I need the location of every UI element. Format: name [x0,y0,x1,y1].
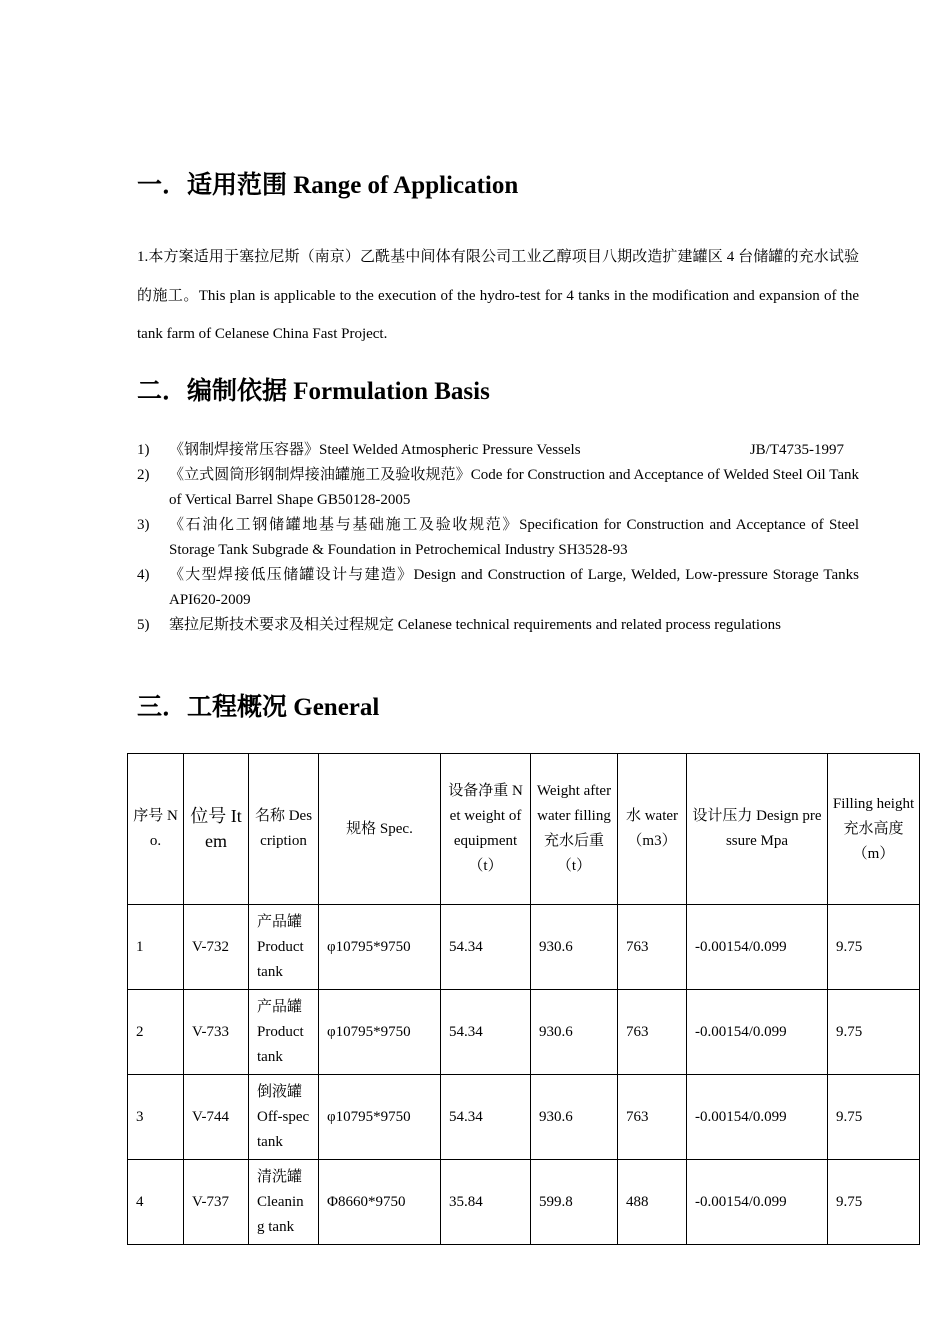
basis-item [137,438,859,463]
cell-item: V-732 [184,905,249,990]
cell-filling-height: 9.75 [828,1160,920,1245]
basis-item [137,613,859,638]
cell-filling-height: 9.75 [828,905,920,990]
section1-heading: 一．适用范围 Range of Application [137,172,519,199]
cell-spec: φ10795*9750 [319,905,441,990]
cell-item: V-744 [184,1075,249,1160]
header-filled-weight: Weight after water filling 充水后重（t） [531,754,618,905]
cell-water: 763 [618,1075,687,1160]
table-row [128,990,920,1075]
cell-filled-weight: 930.6 [531,1075,618,1160]
basis-list [137,438,882,638]
cell-design-pressure: -0.00154/0.099 [687,1160,828,1245]
basis-item-code: JB/T4735-1997 [749,442,844,458]
cell-design-pressure: -0.00154/0.099 [687,905,828,990]
table-row [128,1075,920,1160]
cell-spec: φ10795*9750 [319,990,441,1075]
header-no: 序号 No. [128,754,184,905]
basis-item-text: 《钢制焊接常压容器》Steel Welded Atmospheric Pressure Vessels [169,442,581,458]
cell-net-weight: 54.34 [441,990,531,1075]
basis-item-number: 1) [137,442,150,458]
cell-item: V-737 [184,1160,249,1245]
cell-spec: Φ8660*9750 [319,1160,441,1245]
header-item: 位号 Item [184,754,249,905]
table-row [128,905,920,990]
cell-description: 倒液罐 Off-spec tank [249,1075,319,1160]
cell-spec: φ10795*9750 [319,1075,441,1160]
table-row [128,1160,920,1245]
cell-net-weight: 35.84 [441,1160,531,1245]
cell-description: 产品罐 Product tank [249,905,319,990]
cell-description: 产品罐 Product tank [249,990,319,1075]
basis-item [137,463,859,513]
basis-item-number: 5) [137,617,150,633]
tank-table [127,753,920,1245]
header-design-pressure: 设计压力 Design pressure Mpa [687,754,828,905]
header-water: 水 water（m3） [618,754,687,905]
basis-item [137,563,882,613]
basis-item-text: 《大型焊接低压储罐设计与建造》Design and Construction of Large, Welded, Low-pressure Storage Tanks API620-2009 [169,567,882,608]
cell-no: 1 [128,905,184,990]
header-spec: 规格 Spec. [319,754,441,905]
table-header-row [128,754,920,905]
cell-no: 2 [128,990,184,1075]
basis-item-number: 4) [137,567,150,583]
basis-item-number: 3) [137,517,150,533]
cell-description: 清洗罐 Cleaning tank [249,1160,319,1245]
cell-no: 4 [128,1160,184,1245]
cell-water: 488 [618,1160,687,1245]
cell-filled-weight: 599.8 [531,1160,618,1245]
basis-item-text: 《立式圆筒形钢制焊接油罐施工及验收规范》Code for Construction and Acceptance of Welded Steel Oil Tank of Vertical Barrel Shape GB50128-2005 [169,467,859,508]
section2-heading: 二．编制依据 Formulation Basis [137,378,490,405]
cell-net-weight: 54.34 [441,905,531,990]
cell-filled-weight: 930.6 [531,905,618,990]
section3-heading: 三．工程概况 General [137,694,380,721]
cell-design-pressure: -0.00154/0.099 [687,1075,828,1160]
cell-water: 763 [618,905,687,990]
section1-paragraph: 1.本方案适用于塞拉尼斯（南京）乙酰基中间体有限公司工业乙醇项目八期改造扩建罐区 4 台储罐的充水试验的施工。This plan is applicable to the execution of the hydro-test for 4 tanks in the modification and expansion of the tank farm of Celanese China Fast Project. [137,249,859,342]
basis-item-text: 塞拉尼斯技术要求及相关过程规定 Celanese technical requirements and related process regulations [169,617,781,633]
header-net-weight: 设备净重 Net weight of equipment（t） [441,754,531,905]
header-filling-height: Filling height 充水高度（m） [828,754,920,905]
basis-item-text: 《石油化工钢储罐地基与基础施工及验收规范》Specification for Construction and Acceptance of Steel Storage Tank Subgrade & Foundation in Petrochemical Industry SH3528-93 [169,517,859,558]
basis-item [137,513,859,563]
basis-item-number: 2) [137,467,150,483]
header-description: 名称 Description [249,754,319,905]
cell-filling-height: 9.75 [828,1075,920,1160]
cell-design-pressure: -0.00154/0.099 [687,990,828,1075]
cell-water: 763 [618,990,687,1075]
cell-net-weight: 54.34 [441,1075,531,1160]
cell-filled-weight: 930.6 [531,990,618,1075]
cell-item: V-733 [184,990,249,1075]
cell-filling-height: 9.75 [828,990,920,1075]
cell-no: 3 [128,1075,184,1160]
